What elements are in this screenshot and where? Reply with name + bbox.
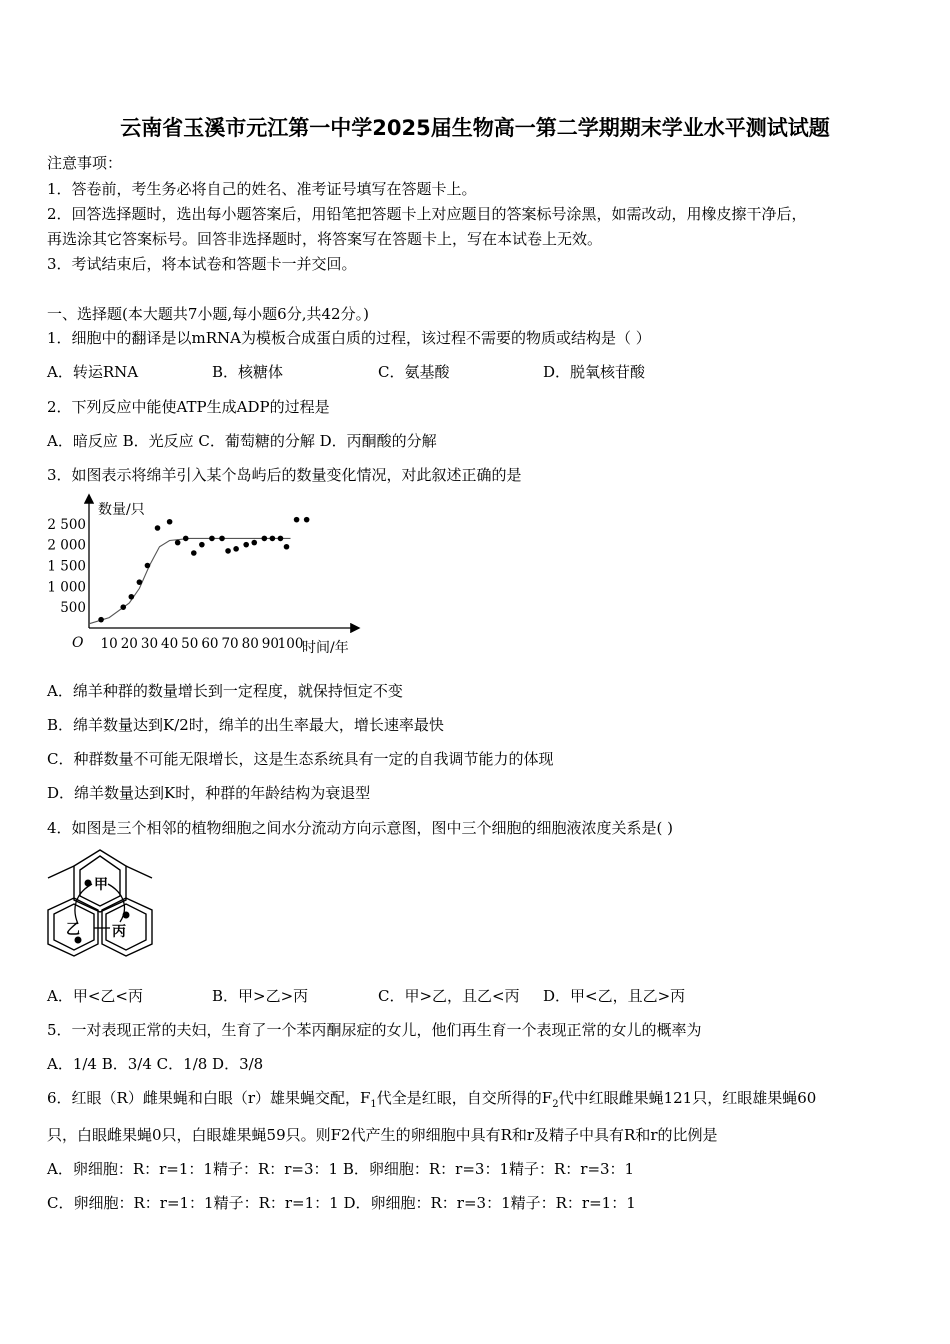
q6-stem-line2: 只，白眼雌果蝇0只，白眼雄果蝇59只。则F2代产生的卵细胞中具有R和r及精子中具有R和r的比例是 [47,1126,718,1144]
cell-label-yi: 乙 [66,922,80,938]
q5-options: A．1/4 B．3/4 C．1/8 D．3/8 [47,1055,264,1073]
q1-option-c: C．氨基酸 [378,363,450,381]
chart-x-tick-label: 50 [181,636,199,652]
chart-x-tick-label: 100 [277,636,304,652]
chart-x-tick-label: 30 [140,636,159,652]
chart-ylabel: 数量/只 [98,502,145,518]
chart-x-tick-label: 80 [241,636,259,652]
notice-item-2b: 再选涂其它答案标号。回答非选择题时，将答案写在答题卡上，写在本试卷上无效。 [47,230,603,248]
chart-data-point [251,540,257,546]
chart-data-point [243,542,249,548]
q6-options-ab: A．卵细胞：R：r=1：1精子：R：r=3：1 B．卵细胞：R：r=3：1精子：R：r=3：1 [47,1160,635,1178]
q4-option-b: B．甲>乙>丙 [212,987,309,1005]
chart-x-tick-label: 10 [100,636,118,652]
chart-data-point [167,519,173,525]
notice-item-2a: 2．回答选择题时，选出每小题答案后，用铅笔把答题卡上对应题目的答案标号涂黑，如需改动，用橡皮擦干净后， [47,205,807,223]
chart-data-point [278,536,284,542]
chart-data-point [183,536,189,542]
q3-population-chart [40,490,370,665]
chart-data-point [137,579,143,585]
page-title: 云南省玉溪市元江第一中学2025届生物高一第二学期期末学业水平测试试题 [120,116,830,140]
chart-y-tick-label: 2 000 [47,537,86,554]
q1-option-b: B．核糖体 [212,363,284,381]
q4-option-c: C．甲>乙，且乙<丙 [378,987,520,1005]
chart-fit-curve [89,538,291,623]
chart-data-point [155,525,161,531]
chart-xlabel: 时间/年 [302,640,349,656]
chart-data-point [191,550,197,556]
notice-item-1: 1．答卷前，考生务必将自己的姓名、准考证号填写在答题卡上。 [47,180,477,198]
q1-option-a: A．转运RNA [47,363,139,381]
chart-origin: O [72,635,84,651]
q2-stem: 2．下列反应中能使ATP生成ADP的过程是 [47,398,330,416]
chart-data-point [294,517,300,523]
q4-stem: 4．如图是三个相邻的植物细胞之间水分流动方向示意图，图中三个细胞的细胞液浓度关系是( ) [47,819,674,837]
chart-x-tick-label: 60 [201,636,219,652]
chart-x-tick-label: 20 [120,636,138,652]
cell-label-bing: 丙 [112,924,126,940]
q3-option-a: A．绵羊种群的数量增长到一定程度，就保持恒定不变 [47,682,403,700]
chart-data-point [145,563,151,569]
chart-x-tick-label: 40 [161,636,179,652]
chart-y-tick-label: 500 [60,600,86,617]
q5-stem: 5．一对表现正常的夫妇，生育了一个苯丙酮尿症的女儿，他们再生育一个表现正常的女儿的概率为 [47,1021,702,1039]
chart-data-point [199,542,205,548]
q6-stem-line1: 6．红眼（R）雌果蝇和白眼（r）雄果蝇交配，$F_1$代全是红眼，自交所得的$F_2$代中红眼雌果蝇121只，红眼雄果蝇60 [47,1089,817,1110]
chart-data-point [98,617,104,623]
chart-y-tick-label: 1 000 [47,579,86,596]
q1-option-d: D．脱氧核苷酸 [543,363,646,381]
q3-option-c: C．种群数量不可能无限增长，这是生态系统具有一定的自我调节能力的体现 [47,750,554,768]
q3-option-b: B．绵羊数量达到K/2时，绵羊的出生率最大，增长速率最快 [47,716,444,734]
notice-item-3: 3．考试结束后，将本试卷和答题卡一并交回。 [47,255,357,273]
chart-data-point [219,536,225,542]
q4-option-a: A．甲<乙<丙 [47,987,143,1005]
chart-data-point [209,536,215,542]
chart-data-point [284,544,290,550]
cell-label-jia: 甲 [94,877,108,893]
q3-option-d: D．绵羊数量达到K时，种群的年龄结构为衰退型 [47,784,371,802]
chart-data-point [175,540,181,546]
chart-data-point [225,548,231,554]
chart-data-point [304,517,310,523]
q4-cell-diagram [44,848,156,958]
q2-options: A．暗反应 B．光反应 C．葡萄糖的分解 D．丙酮酸的分解 [47,432,437,450]
notice-heading: 注意事项： [47,154,123,172]
q4-option-d: D．甲<乙，且乙>丙 [543,987,686,1005]
chart-data-point [129,594,135,600]
q1-stem: 1．细胞中的翻译是以mRNA为模板合成蛋白质的过程，该过程不需要的物质或结构是（ ） [47,329,651,347]
chart-data-point [120,604,126,610]
chart-data-point [262,536,268,542]
section-heading: 一、选择题(本大题共7小题,每小题6分,共42分。) [47,305,369,323]
chart-x-tick-label: 70 [221,636,239,652]
chart-x-tick-label: 90 [261,636,279,652]
chart-y-tick-label: 2 500 [47,516,86,533]
chart-data-point [233,546,239,552]
q6-options-cd: C．卵细胞：R：r=1：1精子：R：r=1：1 D．卵细胞：R：r=3：1精子：R：r=1：1 [47,1194,636,1212]
chart-data-point [270,536,276,542]
chart-y-tick-label: 1 500 [47,558,86,575]
q3-stem: 3．如图表示将绵羊引入某个岛屿后的数量变化情况，对此叙述正确的是 [47,466,522,484]
